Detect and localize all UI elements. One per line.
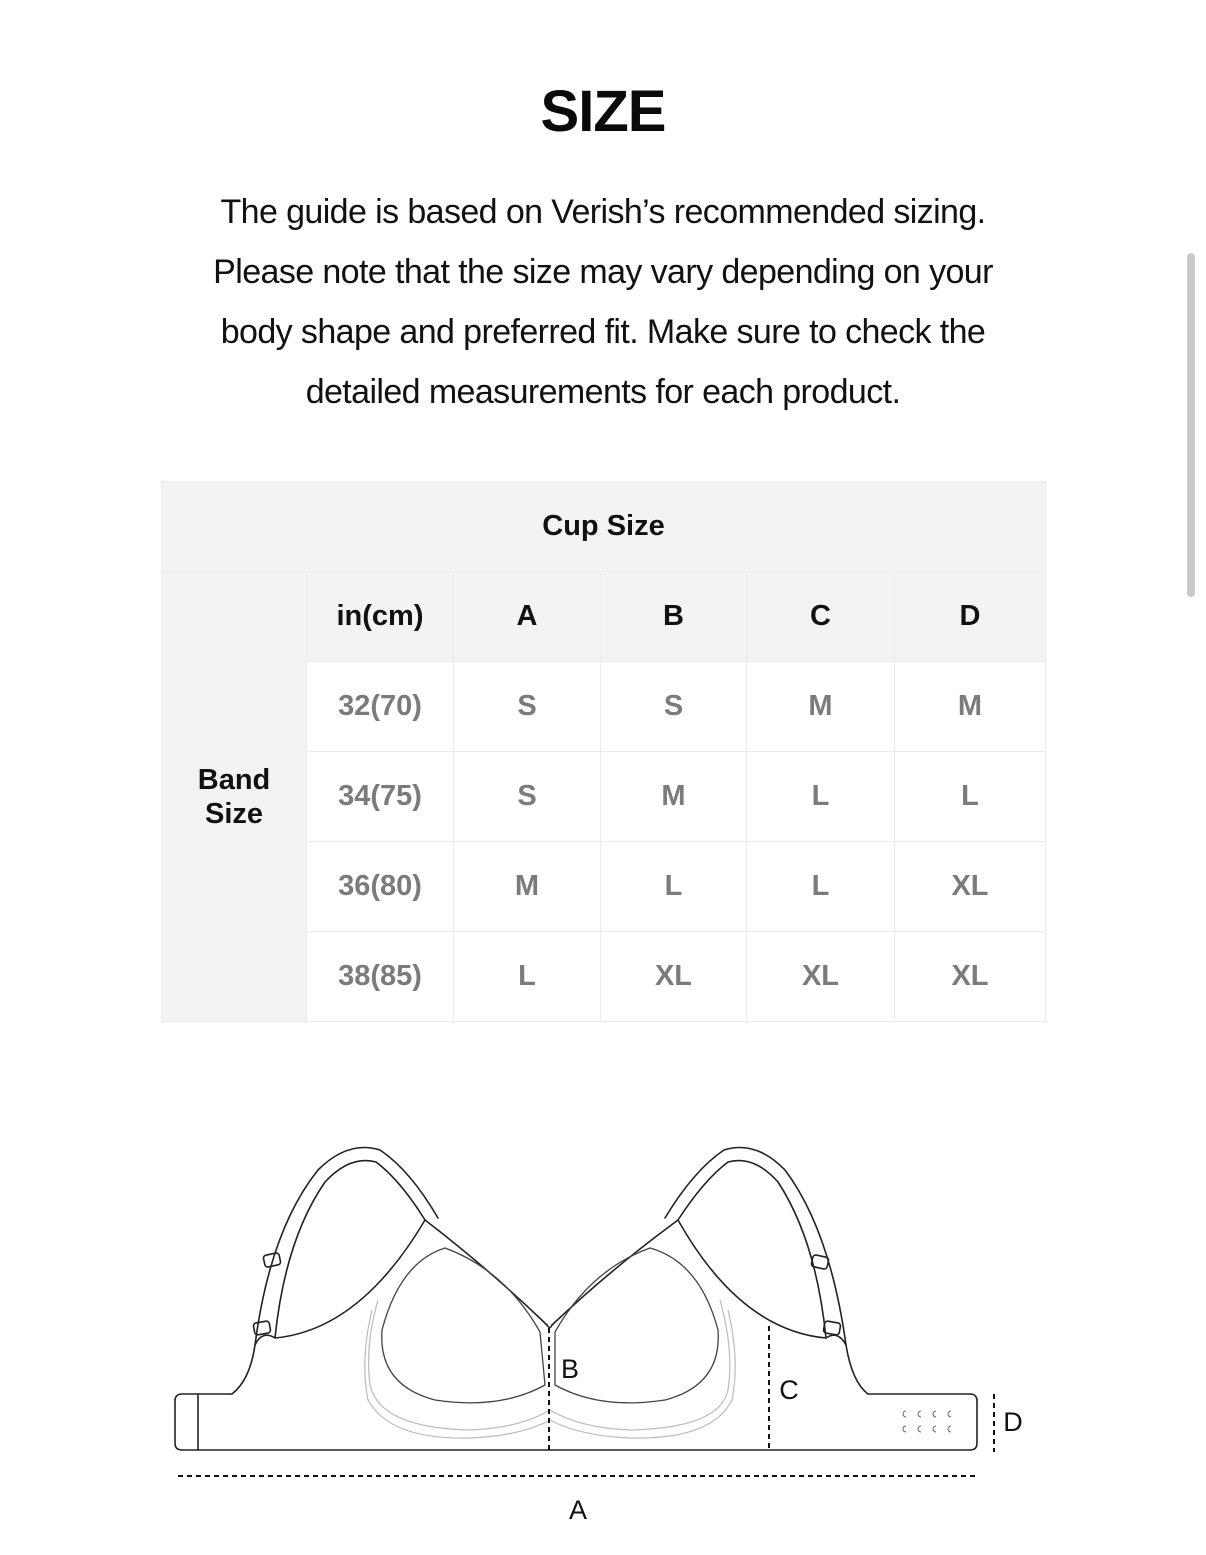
measure-label-c: C xyxy=(779,1375,799,1405)
right-inner-cup xyxy=(555,1248,718,1403)
size-cell: L xyxy=(747,842,895,932)
band-header-line: Size xyxy=(204,797,264,830)
scrollbar-thumb[interactable] xyxy=(1187,253,1195,597)
cup-size-header: Cup Size xyxy=(162,482,1046,572)
size-cell: L xyxy=(454,932,601,1022)
cup-column-header: C xyxy=(747,572,895,662)
right-strap xyxy=(665,1148,846,1346)
description-line: Please note that the size may vary depending on your xyxy=(213,253,993,291)
size-cell: S xyxy=(454,662,601,752)
description-line: The guide is based on Verish’s recommended sizing. xyxy=(220,193,986,231)
table-row xyxy=(162,572,1046,662)
band-size-cell: 36(80) xyxy=(307,842,454,932)
page-title: SIZE xyxy=(540,79,666,144)
size-cell: XL xyxy=(895,932,1046,1022)
cup-column-header: B xyxy=(601,572,747,662)
size-cell: XL xyxy=(601,932,747,1022)
band-size-cell: 38(85) xyxy=(307,932,454,1022)
measure-label-d: D xyxy=(1003,1407,1023,1437)
band-size-cell: 34(75) xyxy=(307,752,454,842)
cup-column-header: D xyxy=(895,572,1046,662)
size-cell: M xyxy=(601,752,747,842)
measure-label-a: A xyxy=(568,1495,588,1525)
left-strap xyxy=(255,1148,438,1346)
size-cell: M xyxy=(454,842,601,932)
size-guide-description xyxy=(150,182,1056,422)
size-cell: S xyxy=(601,662,747,752)
hook-eye-closure xyxy=(903,1411,951,1432)
band-size-header xyxy=(162,572,307,1022)
size-cell: L xyxy=(895,752,1046,842)
band-size-cell: 32(70) xyxy=(307,662,454,752)
size-cell: L xyxy=(601,842,747,932)
bra-measurement-diagram xyxy=(160,1130,1040,1530)
unit-header: in(cm) xyxy=(307,572,454,662)
left-inner-cup xyxy=(382,1248,545,1403)
size-chart-table xyxy=(161,481,1046,1022)
size-cell: S xyxy=(454,752,601,842)
size-cell: XL xyxy=(747,932,895,1022)
size-cell: M xyxy=(747,662,895,752)
band-header-line: Band xyxy=(197,763,271,796)
size-cell: XL xyxy=(895,842,1046,932)
size-cell: L xyxy=(747,752,895,842)
measure-label-b: B xyxy=(560,1354,580,1384)
description-line: detailed measurements for each product. xyxy=(305,373,901,411)
table-header-row xyxy=(162,482,1046,572)
cup-column-header: A xyxy=(454,572,601,662)
size-cell: M xyxy=(895,662,1046,752)
description-line: body shape and preferred fit. Make sure to check the xyxy=(220,313,986,351)
